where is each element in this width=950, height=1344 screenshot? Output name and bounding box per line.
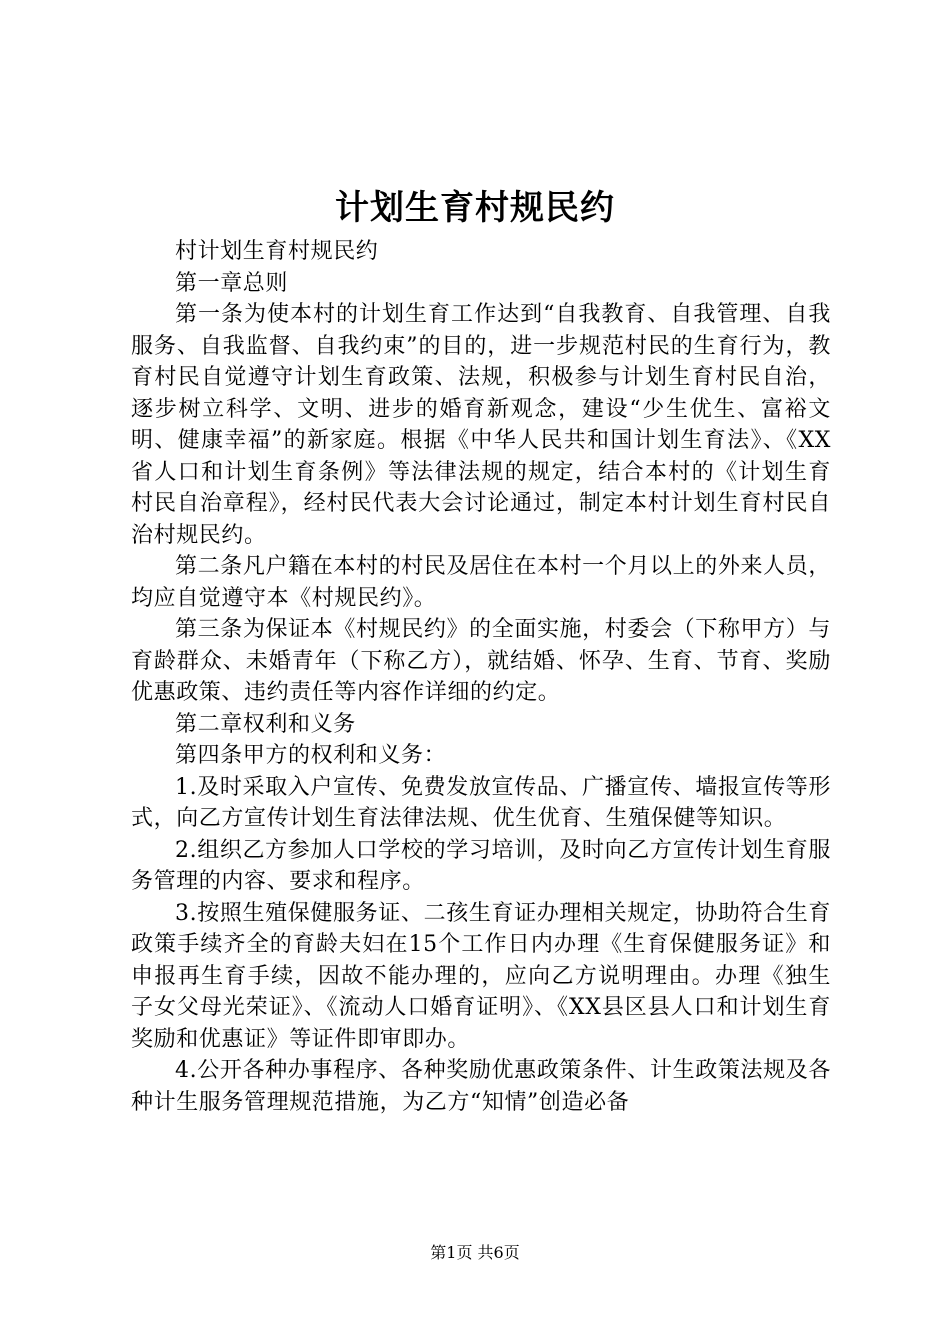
article-1: 第一条为使本村的计划生育工作达到“自我教育、自我管理、自我服务、自我监督、自我约束”的目的，进一步规范村民的生育行为，教育村民自觉遵守计划生育政策、法规，积极参与计划生育村民自治，逐步树立科学、文明、进步的婚育新观念，建设“少生优生、富裕文明、健康幸福”的新家庭。根据《中华人民共和国计划生育法》、《XX省人口和计划生育条例》等法律法规的规定，结合本村的《计划生育村民自治章程》，经村民代表大会讨论通过，制定本村计划生育村民自治村规民约。	[131, 302, 831, 548]
chapter-heading-1: 第一章总则	[175, 270, 289, 296]
paragraph-subtitle: 村计划生育村规民约	[175, 239, 379, 264]
list-item-4: 4.公开各种办事程序、各种奖励优惠政策条件、计生政策法规及各种计生服务管理规范措施，为乙方“知情”创造必备	[131, 1058, 831, 1115]
list-item-3: 3.按照生殖保健服务证、二孩生育证办理相关规定，协助符合生育政策手续齐全的育龄夫妇在15个工作日内办理《生育保健服务证》和申报再生育手续，因故不能办理的，应向乙方说明理由。办理《独生子女父母光荣证》、《流动人口婚育证明》、《XX县区县人口和计划生育奖励和优惠证》等证件即审即办。	[131, 900, 831, 1052]
article-4: 第四条甲方的权利和义务：	[175, 743, 447, 768]
document-body	[131, 236, 831, 1118]
list-item-2: 2.组织乙方参加人口学校的学习培训，及时向乙方宣传计划生育服务管理的内容、要求和程序。	[131, 837, 831, 894]
document-title: 计划生育村规民约	[335, 188, 615, 228]
page-footer: 第1页 共6页	[430, 1243, 520, 1262]
list-item-1: 1.及时采取入户宣传、免费发放宣传品、广播宣传、墙报宣传等形式，向乙方宣传计划生育法律法规、优生优育、生殖保健等知识。	[131, 774, 831, 831]
chapter-heading-2: 第二章权利和义务	[175, 711, 356, 737]
article-2: 第二条凡户籍在本村的村民及居住在本村一个月以上的外来人员，均应自觉遵守本《村规民约》。	[131, 554, 831, 611]
article-3: 第三条为保证本《村规民约》的全面实施，村委会（下称甲方）与育龄群众、未婚青年（下称乙方），就结婚、怀孕、生育、节育、奖励优惠政策、违约责任等内容作详细的约定。	[131, 617, 831, 705]
